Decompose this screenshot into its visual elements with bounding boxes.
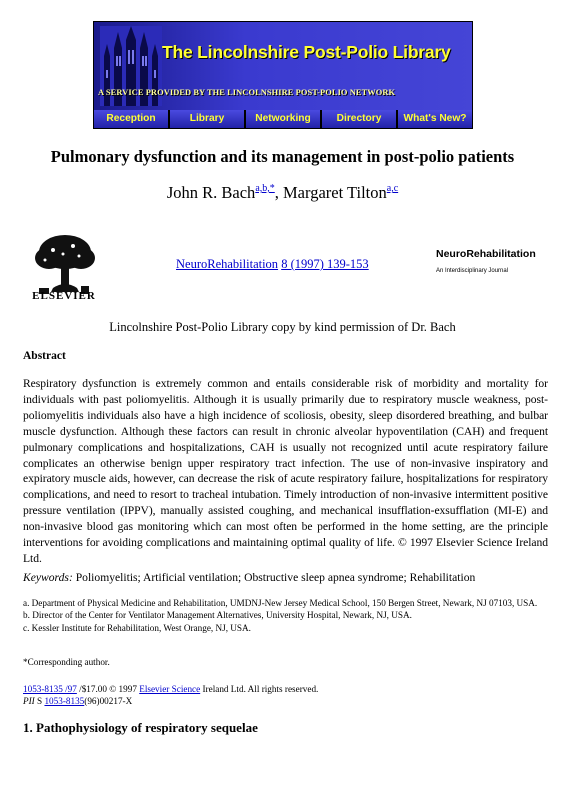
permission-note: Lincolnshire Post-Polio Library copy by kind permission of Dr. Bach [109,320,456,334]
journal-link[interactable]: NeuroRehabilitation [176,257,279,271]
author-bach: John R. Bach [166,183,256,202]
nav-directory[interactable]: Directory [322,110,396,128]
keywords-line [23,571,553,584]
nav-reception[interactable]: Reception [94,110,168,128]
pii-label: PII [23,696,35,707]
pii-line [23,695,318,707]
issn-link[interactable]: 1053-8135 /97 [23,684,77,694]
author-line [0,183,565,203]
affiliations [23,597,543,634]
abstract-heading: Abstract [23,350,66,362]
abstract-text: Respiratory dysfunction is extremely common and entails considerable risk of morbidity and mortality for individuals with past poliomyelitis. Although it is usually primarily due to respiratory muscle weakness, post-poliomyelitis individuals also have a high incidence of scoliosis, obesity, sleep disordered breathing, and bulbar muscle dysfunction. Although these factors can result in chronic alveolar hypoventilation (CAH) and frequent pulmonary complications and hospitalizations, CAH is usually not recognized until acute respiratory failure complicates an otherwise benign upper respiratory tract infection. The use of non-invasive inspiratory and expiratory muscle aids, however, can decrease the risk of acute respiratory failure, hospitalizations for respiratory complications, and need to resort to tracheal intubation. Timely introduction of non-invasive intermittent positive pressure ventilation (IPPV), manually assisted coughing, and mechanical insufflation-exsufflation (MI-E) and non-invasive blood gas monitoring which can most often be performed in the home setting, are the principle interventions for avoiding complications and maintaining optimal quality of life. © 1997 Elsevier Science Ireland Ltd. [23,377,548,565]
pii-link[interactable]: 1053-8135 [44,696,85,707]
section-1-heading: 1. Pathophysiology of respiratory sequelae [23,720,258,735]
keywords-list: Poliomyelitis; Artificial ventilation; Obstructive sleep apnea syndrome; Rehabilitation [72,571,476,584]
journal-logo-name: NeuroRehabilitation [436,248,536,260]
author-tilton-affiliation-link[interactable]: a,c [386,183,399,194]
site-banner [93,21,473,129]
volume-link[interactable]: 8 (1997) 139-153 [281,257,369,271]
banner-header [94,22,472,110]
nav-networking[interactable]: Networking [246,110,320,128]
author-separator: , [274,183,284,202]
journal-reference [176,257,369,272]
pii-prefix: S [34,696,45,707]
copyright-rights: Ireland Ltd. All rights reserved. [200,684,319,694]
affiliation-c: c. Kessler Institute for Rehabilitation, West Orange, NJ, USA. [23,622,251,633]
nav-whats-new[interactable]: What's New? [398,110,472,128]
author-bach-affiliation-link[interactable]: a,b,* [255,183,275,194]
main-nav [94,110,472,128]
paper-title: Pulmonary dysfunction and its management in post-polio patients [50,147,515,166]
nav-library[interactable]: Library [170,110,244,128]
corresponding-author-note: *Corresponding author. [23,657,110,667]
affiliation-b: b. Director of the Center for Ventilator Management Alternatives, University Hospital, Newark, NJ, USA. [23,610,412,621]
journal-logo [436,248,536,274]
elsevier-wordmark: ELSEVIER [32,290,96,302]
pii-suffix: (96)00217-X [84,696,133,707]
publisher-link[interactable]: Elsevier Science [139,684,201,694]
author-tilton: Margaret Tilton [283,183,387,202]
banner-title: The Lincolnshire Post-Polio Library [162,42,451,62]
affiliation-a: a. Department of Physical Medicine and Rehabilitation, UMDNJ-New Jersey Medical School, 150 Bergen Street, Newark, NJ 07103, USA. [23,598,538,608]
copyright-price: /$17.00 © 1997 [76,684,140,694]
journal-logo-subtitle: An Interdisciplinary Journal [436,268,509,274]
banner-subtitle: A SERVICE PROVIDED BY THE LINCOLNSHIRE POST-POLIO NETWORK [98,88,396,97]
copyright-line [23,683,318,695]
keywords-label: Keywords: [23,571,73,584]
copyright-block [23,683,318,708]
